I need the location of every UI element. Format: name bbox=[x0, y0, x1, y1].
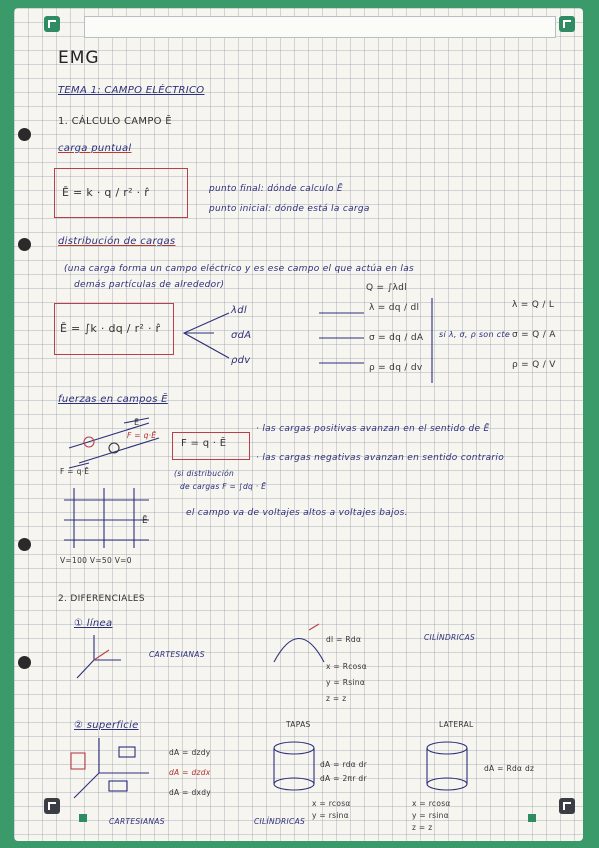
cyl-y: y = Rsinα bbox=[326, 678, 366, 687]
cyl-x: x = Rcosα bbox=[326, 662, 367, 671]
note-positivas: · las cargas positivas avanzan en el sentido de Ē bbox=[256, 424, 490, 434]
cylinder-tapas bbox=[269, 738, 319, 793]
lambda-eq: λ = dq / dl bbox=[369, 303, 420, 313]
lateral-da: dA = Rdα dz bbox=[484, 764, 535, 773]
distribucion-heading: distribución de cargas bbox=[58, 236, 176, 247]
cartesianas-label: CARTESIANAS bbox=[109, 817, 165, 826]
binder-hole bbox=[18, 238, 31, 251]
voltages: V=100 V=50 V=0 bbox=[60, 556, 132, 565]
elem-volume: ρdv bbox=[231, 355, 251, 366]
superficie-heading: ② superficie bbox=[74, 720, 139, 731]
elem-surface: σdA bbox=[231, 330, 252, 341]
da-zx: dA = dzdx bbox=[169, 768, 211, 777]
cylinder-lateral bbox=[422, 738, 472, 793]
tapas-x: x = rcosα bbox=[312, 799, 351, 808]
fuerzas-heading: fuerzas en campos Ē bbox=[58, 394, 168, 405]
mapping-arrows bbox=[319, 308, 369, 368]
charge-force-diagram bbox=[69, 418, 169, 468]
formula-fuerza: F = q · Ē bbox=[181, 438, 227, 449]
corner-logo-br bbox=[559, 798, 575, 814]
punto-final-text: punto final: dónde calculo Ē bbox=[209, 184, 343, 194]
formula-distribucion: Ē = ∫k · dq / r² · r̂ bbox=[60, 322, 161, 335]
da-xy: dA = dxdy bbox=[169, 788, 212, 797]
branch-arrows bbox=[174, 303, 234, 363]
lateral-label: LATERAL bbox=[439, 720, 474, 729]
da-zy: dA = dzdy bbox=[169, 748, 211, 757]
note-negativas: · las cargas negativas avanzan en sentido contrario bbox=[256, 453, 505, 463]
corner-logo-tr bbox=[559, 16, 575, 32]
carga-puntual-heading: carga puntual bbox=[58, 143, 132, 154]
notebook-page bbox=[14, 8, 583, 841]
margin-marker bbox=[528, 814, 536, 822]
field-grid-diagram bbox=[64, 488, 154, 553]
grid-e-label: Ē bbox=[142, 516, 148, 526]
distribucion-note-1: (una carga forma un campo eléctrico y es ese campo el que actúa en las bbox=[64, 264, 415, 274]
margin-marker bbox=[79, 814, 87, 822]
elem-line: λdl bbox=[231, 305, 247, 316]
lat-x: x = rcosα bbox=[412, 799, 451, 808]
cilindricas-label: CILÍNDRICAS bbox=[254, 817, 306, 826]
e-label: Ē bbox=[134, 418, 140, 427]
si-const: si λ, σ, ρ son cte bbox=[439, 330, 511, 339]
cyl-z: z = z bbox=[326, 694, 347, 703]
header-bar bbox=[84, 16, 556, 38]
corner-logo-bl bbox=[44, 798, 60, 814]
unit-title: TEMA 1: CAMPO ELÉCTRICO bbox=[58, 85, 205, 96]
lat-y: y = rsinα bbox=[412, 811, 449, 820]
tapas-label: TAPAS bbox=[286, 720, 311, 729]
punto-inicial-text: punto inicial: dónde está la carga bbox=[209, 204, 370, 214]
subject-title: EMG bbox=[58, 48, 100, 68]
f-label-neg: F = q·Ē bbox=[60, 467, 90, 476]
section-2-title: 2. DIFERENCIALES bbox=[58, 594, 145, 604]
binder-hole bbox=[18, 538, 31, 551]
linea-heading: ① línea bbox=[74, 618, 113, 629]
section-1-title: 1. CÁLCULO CAMPO Ē bbox=[58, 116, 172, 127]
binder-hole bbox=[18, 128, 31, 141]
cilindricas-label-linea: CILÍNDRICAS bbox=[424, 633, 476, 642]
sigma-eq: σ = dq / dA bbox=[369, 333, 424, 343]
cartesian-axes-line bbox=[59, 630, 129, 685]
distrib-note-1: (si distribución bbox=[174, 469, 235, 478]
tapas-y: y = rsinα bbox=[312, 811, 349, 820]
f-label-pos: F = q·Ē bbox=[127, 431, 157, 440]
sigma-const: σ = Q / A bbox=[512, 330, 556, 340]
distrib-note-2: de cargas F = ∫dq · Ē bbox=[180, 482, 267, 491]
potential-note: el campo va de voltajes altos a voltajes bajos. bbox=[186, 508, 408, 518]
cartesian-surface-diagram bbox=[59, 733, 159, 808]
lat-z: z = z bbox=[412, 823, 433, 832]
corner-logo-tl bbox=[44, 16, 60, 32]
brace-line bbox=[429, 298, 435, 383]
distribucion-note-2: demás partículas de alrededor) bbox=[74, 280, 225, 290]
cartesianas-label-linea: CARTESIANAS bbox=[149, 650, 205, 659]
cyl-dl: dl = Rdα bbox=[326, 635, 362, 644]
formula-puntual: Ē = k · q / r² · r̂ bbox=[62, 186, 150, 199]
tapas-da2: dA = 2πr dr bbox=[320, 774, 367, 783]
q-integral: Q = ∫λdl bbox=[366, 283, 407, 293]
tapas-da: dA = rdα dr bbox=[320, 760, 368, 769]
binder-hole bbox=[18, 656, 31, 669]
cylindrical-arc bbox=[269, 620, 329, 665]
rho-eq: ρ = dq / dv bbox=[369, 363, 423, 373]
rho-const: ρ = Q / V bbox=[512, 360, 556, 370]
lambda-const: λ = Q / L bbox=[512, 300, 555, 310]
